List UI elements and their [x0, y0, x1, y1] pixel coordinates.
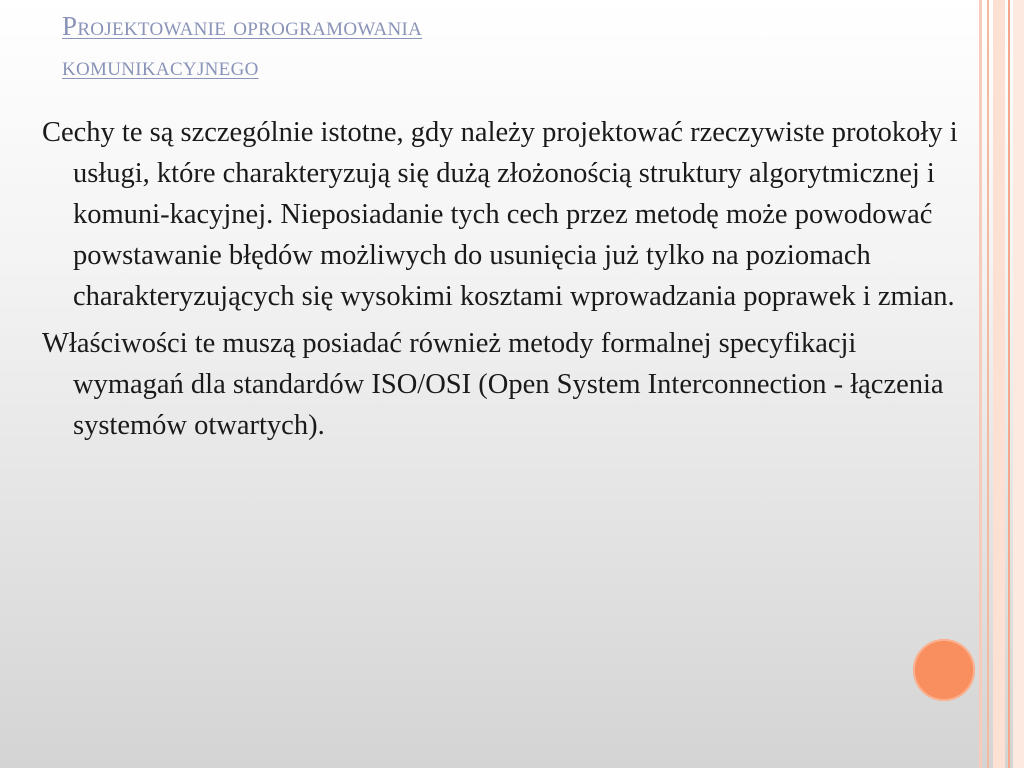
slide-title-line-2: komunikacyjnego: [62, 51, 259, 81]
body-paragraph-2: Właściwości te muszą posiadać również metody formalnej specyfikacji wymagań dla standardów ISO/OSI (Open System Interconnection - łączenia systemów otwartych).: [42, 328, 944, 441]
body-paragraph-1: Cechy te są szczególnie istotne, gdy należy projektować rzeczywiste protokoły i usługi, które charakteryzują się dużą złożonością struktury algorytmicznej i komuni-kacyjnej. Nieposiadanie tych cech przez metodę może powodować powstawanie błędów możliwych do usunięcia już tylko na poziomach charakteryzujących się wysokimi kosztami wprowadzania poprawek i zmian.: [42, 117, 958, 312]
decorative-stripe: [979, 0, 982, 768]
decorative-stripe: [1008, 0, 1010, 768]
slide-body: [42, 112, 962, 452]
decorative-stripe: [993, 0, 1005, 768]
slide-title-line-1: Projektowanie oprogramowania: [62, 11, 423, 41]
decorative-stripe: [1013, 0, 1024, 768]
orange-circle-decoration: [913, 639, 975, 701]
decorative-stripe: [987, 0, 989, 768]
slide-title: [62, 6, 942, 86]
